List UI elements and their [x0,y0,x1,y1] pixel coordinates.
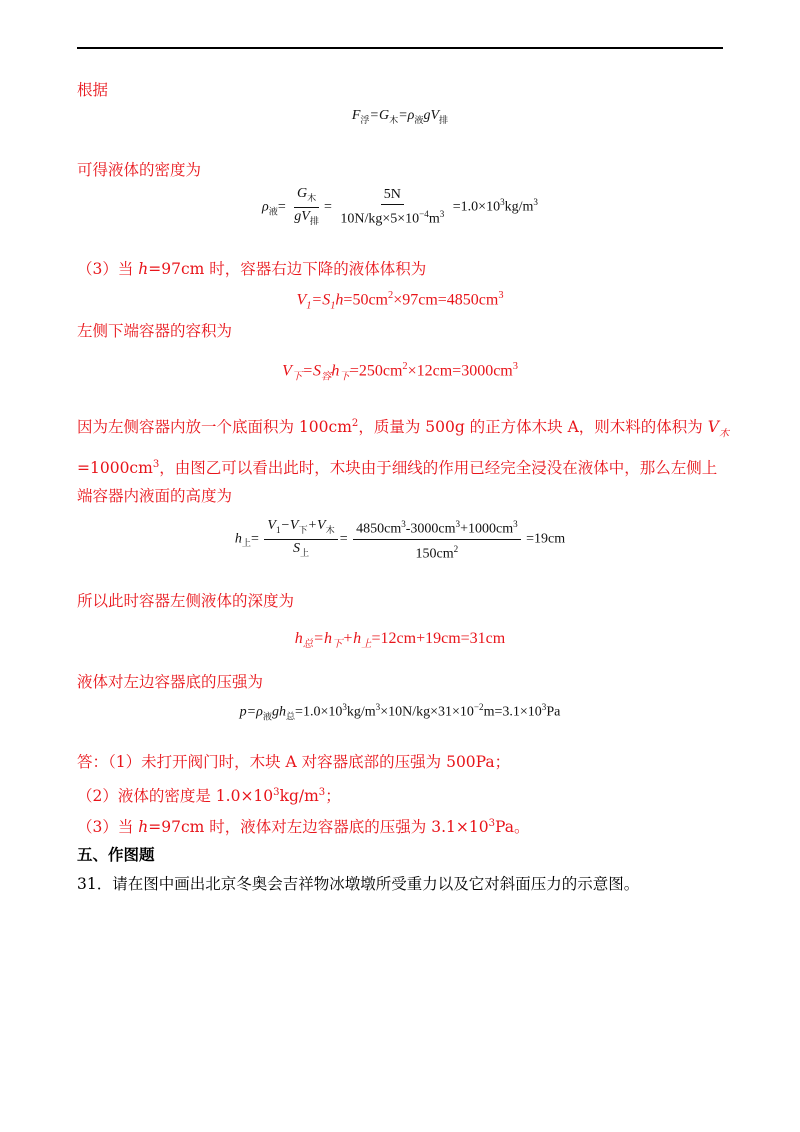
paragraph-according: 根据 [77,81,109,99]
section-heading: 五、作图题 [77,846,155,864]
equation-h-upper: $h_上=$ $\frac{V_1-V_下+V_木}{S_上}$ = $\frac{4850cm^3-3000cm^3+1000cm^3}{150cm^2}$ =19cm [234,517,566,562]
fraction-symbolic: $\frac{V_1-V_下+V_木}{S_上}$ [264,518,337,561]
equation-pressure: $p=\rho_液gh_总=1.0\times 10^3kg/m^3\times 10N/kg\times 31\times 10^{-2}m=3.1\times 10^3Pa$ [239,702,561,722]
equation-density: $\rho_液=$ $\frac{G_木}{gV_排}$ = $\frac{5N}{10N/kg\times 5\times 10^{-4}m^3}$ $=1.0\times 10^3kg/m^3$ [262,186,538,227]
fraction-values: $\frac{5N}{10N/kg\times 5\times 10^{-4}m^3}$ [340,186,445,227]
fraction-numeric: $\frac{4850cm^3-3000cm^3+1000cm^3}{150cm^2}$ [353,516,521,562]
question-31: 31．请在图中画出北京冬奥会吉祥物冰墩墩所受重力以及它对斜面压力的示意图。 [77,875,640,893]
header-rule [77,47,723,49]
paragraph-lower-volume: 左侧下端容器的容积为 [77,322,233,340]
answer-line-3: （3）当 h=97cm 时，液体对左边容器底的压强为 $3.1\times 10^3Pa$。 [77,818,530,837]
paragraph-upper-height: 端容器内液面的高度为 [77,487,233,505]
paragraph-wood-block: 因为左侧容器内放一个底面积为 $100cm^2$，质量为 500g 的正方体木块 A，则木料的体积为 $V_木$ [77,418,729,440]
paragraph-density-intro: 可得液体的密度为 [77,161,202,179]
paragraph-part3: （3）当 h=97cm 时，容器右边下降的液体体积为 [77,260,427,278]
equation-v-lower: $V_下=S_容h_下=250cm^2\times 12cm=3000cm^3$ [282,361,518,383]
equation-total-depth: $h_总=h_下+h_上=12cm+19cm=31cm$ [294,630,506,651]
paragraph-wood-volume: $=1000cm^3$，由图乙可以看出此时，木块由于细线的作用已经完全浸没在液体中，那么左侧上 [77,459,718,478]
fraction-g-over-gv: $\frac{G_木}{gV_排}$ [294,186,319,226]
paragraph-depth: 所以此时容器左侧液体的深度为 [77,592,295,610]
answer-line-1: 答：（1）未打开阀门时，木块 A 对容器底部的压强为 500Pa； [77,753,511,771]
answer-line-2: （2）液体的密度是 $1.0\times 10^3kg/m^3$； [77,787,341,806]
paragraph-pressure: 液体对左边容器底的压强为 [77,673,264,691]
equation-v1: $V_1=S_1h=50cm^2\times 97cm=4850cm^3$ [296,290,504,312]
equation-buoyancy: $F_浮=G_木=\rho_液gV_排$ [351,108,449,125]
